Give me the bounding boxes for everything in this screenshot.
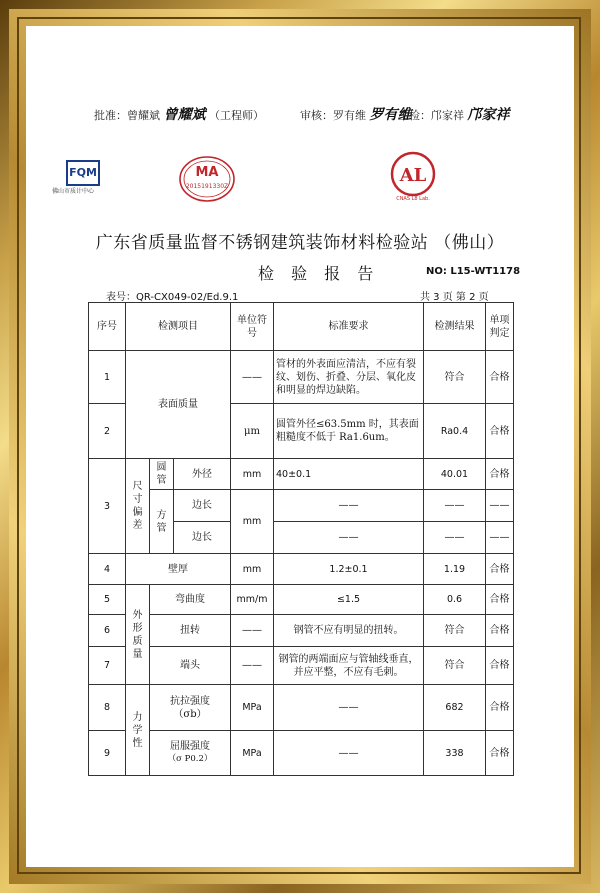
row-verdict: 合格 [486, 647, 514, 685]
header-verdict: 单项判定 [486, 303, 514, 351]
cma-number: 2015191330Z [185, 183, 229, 190]
row-sub-item: 边长 [174, 490, 231, 522]
row-item-group: 尺寸偏差 [126, 459, 150, 554]
row-item-symbol: （σb） [173, 708, 207, 720]
row-seq: 4 [89, 554, 126, 585]
row-item [150, 731, 231, 776]
row-seq: 9 [89, 731, 126, 776]
row-standard: —— [274, 731, 424, 776]
row-shape: 方管 [150, 490, 174, 554]
report-number: NO: L15-WT1178 [426, 266, 521, 277]
row-seq: 2 [89, 404, 126, 459]
row-result: 0.6 [424, 585, 486, 615]
row-seq: 6 [89, 615, 126, 647]
row-item-group: 力学性 [126, 685, 150, 776]
row-result: 符合 [424, 647, 486, 685]
row-verdict: —— [486, 522, 514, 554]
row-standard: 管材的外表面应清洁，不应有裂纹、划伤、折叠、分层、氧化皮和明显的焊边缺陷。 [274, 351, 424, 404]
row-verdict: 合格 [486, 585, 514, 615]
row-result: 符合 [424, 351, 486, 404]
row-sub-item: 外径 [174, 459, 231, 490]
reviewer-signature: 罗有维 [369, 107, 412, 123]
row-verdict: 合格 [486, 615, 514, 647]
row-standard: 1.2±0.1 [274, 554, 424, 585]
table-row [89, 554, 514, 585]
header-standard: 标准要求 [274, 303, 424, 351]
cal-caption: CNAS L8 Lab. [396, 196, 430, 202]
cal-mark: AL [399, 165, 427, 186]
row-item-symbol: （σ P0.2） [167, 754, 213, 764]
reviewer-label: 审核：罗有维 [300, 109, 366, 122]
row-unit: MPa [231, 731, 274, 776]
row-seq: 1 [89, 351, 126, 404]
row-verdict: 合格 [486, 554, 514, 585]
row-seq: 3 [89, 459, 126, 554]
row-item-name: 抗拉强度 [170, 695, 210, 707]
table-row [89, 490, 514, 522]
row-verdict: —— [486, 490, 514, 522]
row-item-name: 屈服强度 [170, 741, 210, 752]
report-subtitle: 检 验 报 告 [258, 264, 380, 283]
row-verdict: 合格 [486, 459, 514, 490]
table-row [89, 351, 514, 404]
row-seq: 5 [89, 585, 126, 615]
inspector-label: 主检：邝家祥 [398, 109, 464, 122]
approver-signature: 曾耀斌 [163, 107, 206, 123]
header-result: 检测结果 [424, 303, 486, 351]
row-result: 40.01 [424, 459, 486, 490]
row-item-group: 外形质量 [126, 585, 150, 685]
row-result: 符合 [424, 615, 486, 647]
page-info: 共 3 页 第 2 页 [420, 292, 489, 303]
row-standard: —— [274, 522, 424, 554]
row-unit: mm [231, 554, 274, 585]
row-unit: mm/m [231, 585, 274, 615]
row-standard: —— [274, 490, 424, 522]
row-unit: μm [231, 404, 274, 459]
row-item: 端头 [150, 647, 231, 685]
row-verdict: 合格 [486, 731, 514, 776]
header-item: 检测项目 [126, 303, 231, 351]
row-standard: 钢管的两端面应与管轴线垂直，并应平整，不应有毛刺。 [274, 647, 424, 685]
fqm-caption: 佛山市质计中心 [52, 188, 95, 195]
table-row [89, 647, 514, 685]
row-item [150, 685, 231, 731]
reviewer [300, 104, 412, 124]
report-title: 广东省质量监督不锈钢建筑装饰材料检验站 （佛山） [95, 233, 505, 253]
row-seq: 7 [89, 647, 126, 685]
table-row [89, 685, 514, 731]
cma-mark: MA [195, 165, 219, 180]
header-seq: 序号 [89, 303, 126, 351]
row-result: Ra0.4 [424, 404, 486, 459]
row-seq: 8 [89, 685, 126, 731]
row-result: —— [424, 490, 486, 522]
row-result: —— [424, 522, 486, 554]
row-result: 338 [424, 731, 486, 776]
row-unit: —— [231, 647, 274, 685]
row-unit: mm [231, 459, 274, 490]
row-standard: —— [274, 685, 424, 731]
row-verdict: 合格 [486, 685, 514, 731]
form-number: 表号：QR-CX049-02/Ed.9.1 [106, 292, 239, 303]
row-result: 1.19 [424, 554, 486, 585]
row-verdict: 合格 [486, 351, 514, 404]
row-unit: MPa [231, 685, 274, 731]
row-standard: 40±0.1 [274, 459, 424, 490]
approver-label: 批准：曾耀斌 [94, 109, 160, 122]
approver-role: （工程师） [209, 109, 264, 122]
row-standard: 钢管不应有明显的扭转。 [274, 615, 424, 647]
table-row [89, 731, 514, 776]
row-unit: mm [231, 490, 274, 554]
row-unit: —— [231, 351, 274, 404]
approver [94, 104, 264, 124]
inspection-table [88, 302, 514, 776]
cal-seal-icon [388, 151, 438, 197]
header-unit: 单位符号 [231, 303, 274, 351]
cma-seal-icon [178, 155, 236, 203]
row-standard: 圆管外径≤63.5mm 时，其表面粗糙度不低于 Ra1.6um。 [274, 404, 424, 459]
row-item-group: 表面质量 [126, 351, 231, 459]
row-item: 壁厚 [126, 554, 231, 585]
fqm-logo-icon: FQM [66, 160, 100, 186]
table-row [89, 585, 514, 615]
inspector-signature: 邝家祥 [467, 107, 510, 123]
row-unit: —— [231, 615, 274, 647]
row-standard: ≤1.5 [274, 585, 424, 615]
table-header-row [89, 303, 514, 351]
row-result: 682 [424, 685, 486, 731]
inspector [398, 104, 510, 124]
table-row [89, 615, 514, 647]
row-shape: 圆管 [150, 459, 174, 490]
row-item: 扭转 [150, 615, 231, 647]
row-item: 弯曲度 [150, 585, 231, 615]
table-row [89, 459, 514, 490]
row-sub-item: 边长 [174, 522, 231, 554]
row-verdict: 合格 [486, 404, 514, 459]
